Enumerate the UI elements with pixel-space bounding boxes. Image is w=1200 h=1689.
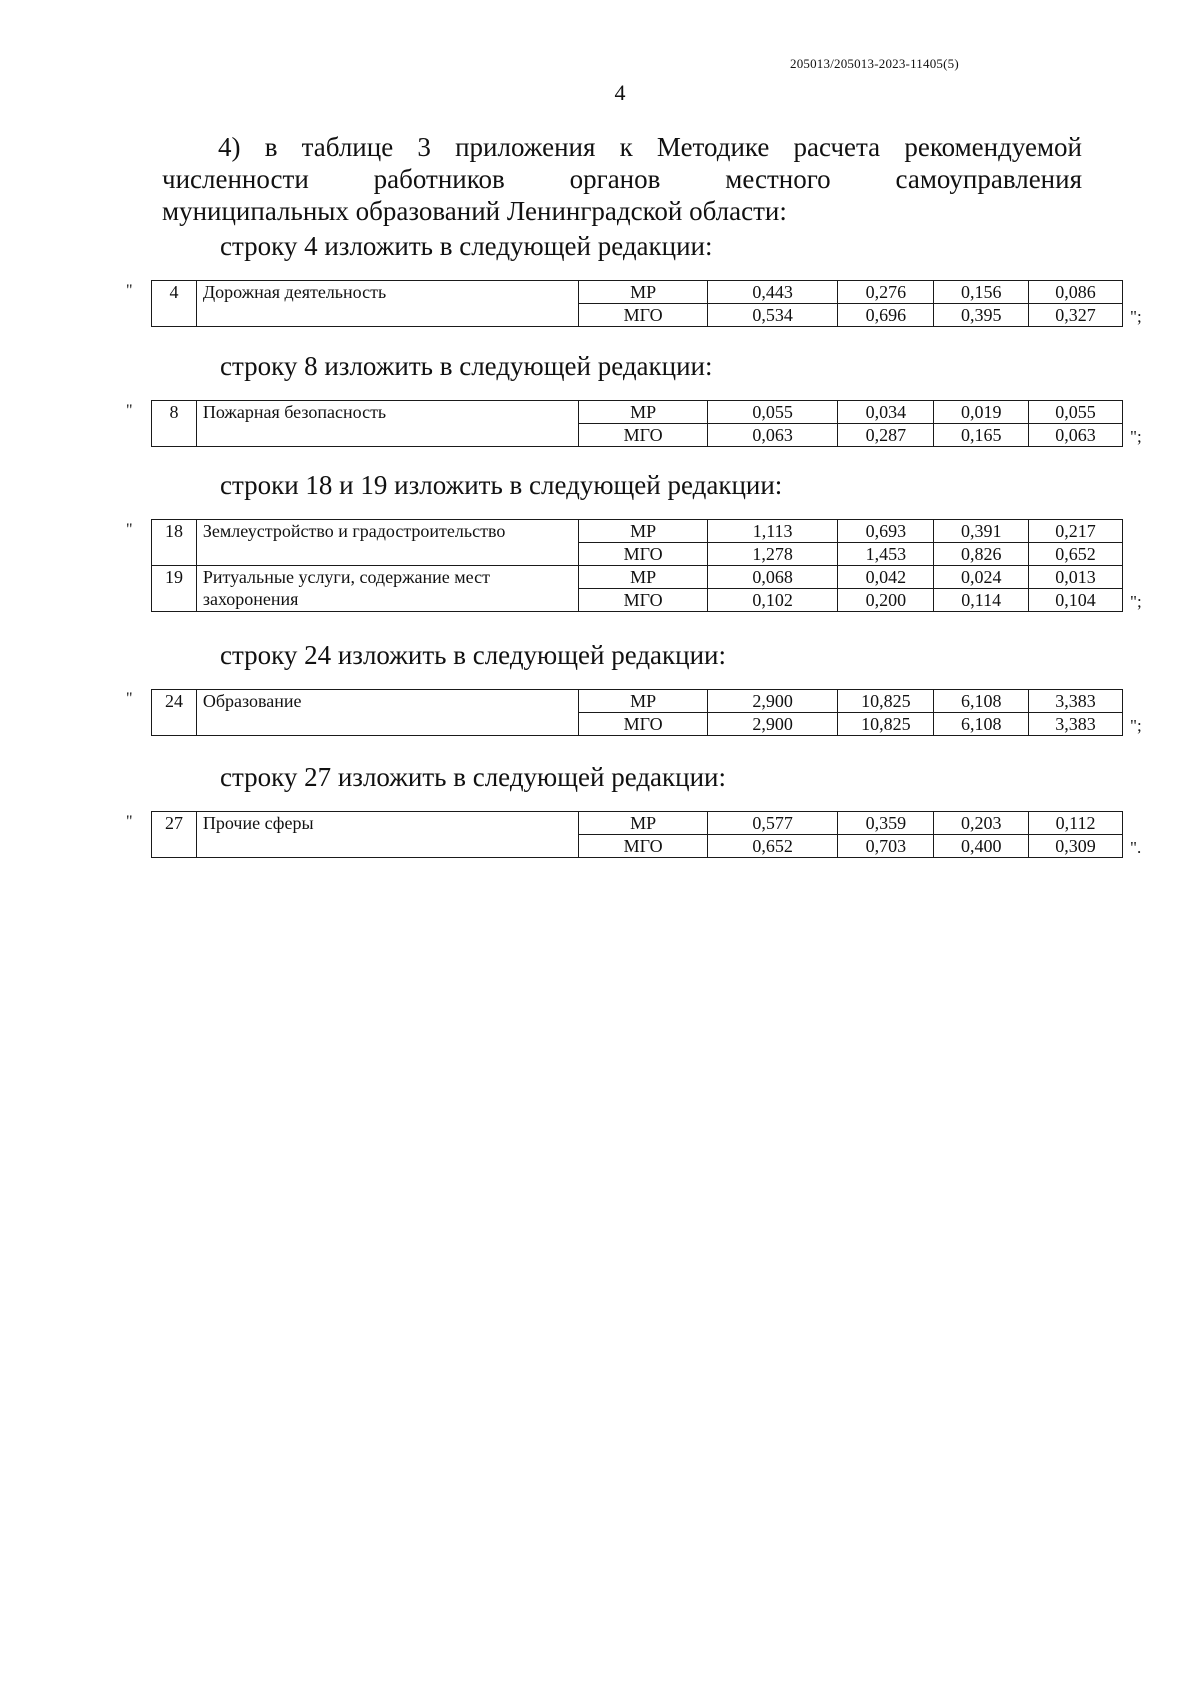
- amendment-table-row-27: [151, 811, 1123, 858]
- table-row: [152, 401, 1123, 424]
- row-number: 27: [152, 812, 197, 858]
- value-cell: 0,826: [934, 543, 1029, 566]
- amendment-table-row-4: [151, 280, 1123, 327]
- instruction-rows-18-19: строки 18 и 19 изложить в следующей редакции:: [220, 470, 783, 500]
- intro-line: 4) в таблице 3 приложения к Методике расчета рекомендуемой: [218, 132, 1082, 162]
- row-number: 8: [152, 401, 197, 447]
- instruction-row-8: строку 8 изложить в следующей редакции:: [220, 351, 713, 381]
- value-cell: 10,825: [838, 713, 934, 736]
- value-cell: 6,108: [934, 690, 1029, 713]
- value-cell: 0,024: [934, 566, 1029, 589]
- intro-paragraph: [162, 131, 1082, 227]
- table-row: [152, 566, 1123, 589]
- value-cell: 0,652: [707, 835, 838, 858]
- municipality-type: МР: [579, 812, 708, 835]
- value-cell: 0,276: [838, 281, 934, 304]
- value-cell: 0,693: [838, 520, 934, 543]
- value-cell: 0,703: [838, 835, 934, 858]
- value-cell: 0,287: [838, 424, 934, 447]
- value-cell: 0,217: [1029, 520, 1123, 543]
- value-cell: 0,443: [707, 281, 838, 304]
- value-cell: 0,391: [934, 520, 1029, 543]
- open-quote: ": [126, 282, 133, 299]
- value-cell: 1,113: [707, 520, 838, 543]
- value-cell: 0,309: [1029, 835, 1123, 858]
- close-quote: ";: [1130, 592, 1142, 611]
- value-cell: 0,112: [1029, 812, 1123, 835]
- value-cell: 0,359: [838, 812, 934, 835]
- value-cell: 0,577: [707, 812, 838, 835]
- value-cell: 0,534: [707, 304, 838, 327]
- value-cell: 0,068: [707, 566, 838, 589]
- municipality-type: МГО: [579, 424, 708, 447]
- municipality-type: МГО: [579, 589, 708, 612]
- table-row: [152, 690, 1123, 713]
- close-quote: ";: [1130, 427, 1142, 446]
- municipality-type: МР: [579, 401, 708, 424]
- row-name: Дорожная деятельность: [196, 281, 578, 327]
- value-cell: 2,900: [707, 690, 838, 713]
- row-number: 4: [152, 281, 197, 327]
- value-cell: 0,156: [934, 281, 1029, 304]
- municipality-type: МГО: [579, 835, 708, 858]
- value-cell: 0,055: [707, 401, 838, 424]
- close-quote: ";: [1130, 716, 1142, 735]
- value-cell: 0,063: [1029, 424, 1123, 447]
- value-cell: 0,165: [934, 424, 1029, 447]
- value-cell: 0,400: [934, 835, 1029, 858]
- municipality-type: МР: [579, 566, 708, 589]
- table-row: [152, 281, 1123, 304]
- page-number: 4: [614, 80, 626, 105]
- table-row: [152, 520, 1123, 543]
- value-cell: 0,063: [707, 424, 838, 447]
- value-cell: 0,114: [934, 589, 1029, 612]
- row-number: 24: [152, 690, 197, 736]
- value-cell: 0,395: [934, 304, 1029, 327]
- value-cell: 0,042: [838, 566, 934, 589]
- row-name: Землеустройство и градостроительство: [196, 520, 578, 566]
- value-cell: 0,034: [838, 401, 934, 424]
- amendment-table-row-24: [151, 689, 1123, 736]
- value-cell: 0,086: [1029, 281, 1123, 304]
- value-cell: 0,200: [838, 589, 934, 612]
- table-row: [152, 812, 1123, 835]
- value-cell: 3,383: [1029, 713, 1123, 736]
- value-cell: 0,652: [1029, 543, 1123, 566]
- value-cell: 0,019: [934, 401, 1029, 424]
- municipality-type: МГО: [579, 543, 708, 566]
- open-quote: ": [126, 402, 133, 419]
- amendment-table-row-8: [151, 400, 1123, 447]
- value-cell: 2,900: [707, 713, 838, 736]
- value-cell: 3,383: [1029, 690, 1123, 713]
- value-cell: 1,453: [838, 543, 934, 566]
- municipality-type: МР: [579, 690, 708, 713]
- open-quote: ": [126, 813, 133, 830]
- municipality-type: МГО: [579, 713, 708, 736]
- document-id: 205013/205013-2023-11405(5): [790, 56, 959, 71]
- value-cell: 0,104: [1029, 589, 1123, 612]
- value-cell: 0,102: [707, 589, 838, 612]
- municipality-type: МР: [579, 520, 708, 543]
- intro-line: численности работников органов местного самоуправления: [162, 164, 1082, 194]
- row-name: Прочие сферы: [196, 812, 578, 858]
- value-cell: 0,696: [838, 304, 934, 327]
- open-quote: ": [126, 690, 133, 707]
- value-cell: 1,278: [707, 543, 838, 566]
- instruction-row-24: строку 24 изложить в следующей редакции:: [220, 640, 727, 670]
- row-number: 18: [152, 520, 197, 566]
- value-cell: 6,108: [934, 713, 1029, 736]
- amendment-table-rows-18-19: [151, 519, 1123, 612]
- open-quote: ": [126, 521, 133, 538]
- instruction-row-4: строку 4 изложить в следующей редакции:: [220, 231, 713, 261]
- row-name: Пожарная безопасность: [196, 401, 578, 447]
- value-cell: 0,203: [934, 812, 1029, 835]
- close-quote: ".: [1130, 838, 1142, 857]
- row-name: Ритуальные услуги, содержание мест захоронения: [196, 566, 578, 612]
- close-quote: ";: [1130, 307, 1142, 326]
- row-name: Образование: [196, 690, 578, 736]
- value-cell: 0,055: [1029, 401, 1123, 424]
- value-cell: 10,825: [838, 690, 934, 713]
- municipality-type: МР: [579, 281, 708, 304]
- row-number: 19: [152, 566, 197, 612]
- instruction-row-27: строку 27 изложить в следующей редакции:: [220, 762, 727, 792]
- intro-line: муниципальных образований Ленинградской области:: [162, 196, 787, 226]
- value-cell: 0,013: [1029, 566, 1123, 589]
- municipality-type: МГО: [579, 304, 708, 327]
- value-cell: 0,327: [1029, 304, 1123, 327]
